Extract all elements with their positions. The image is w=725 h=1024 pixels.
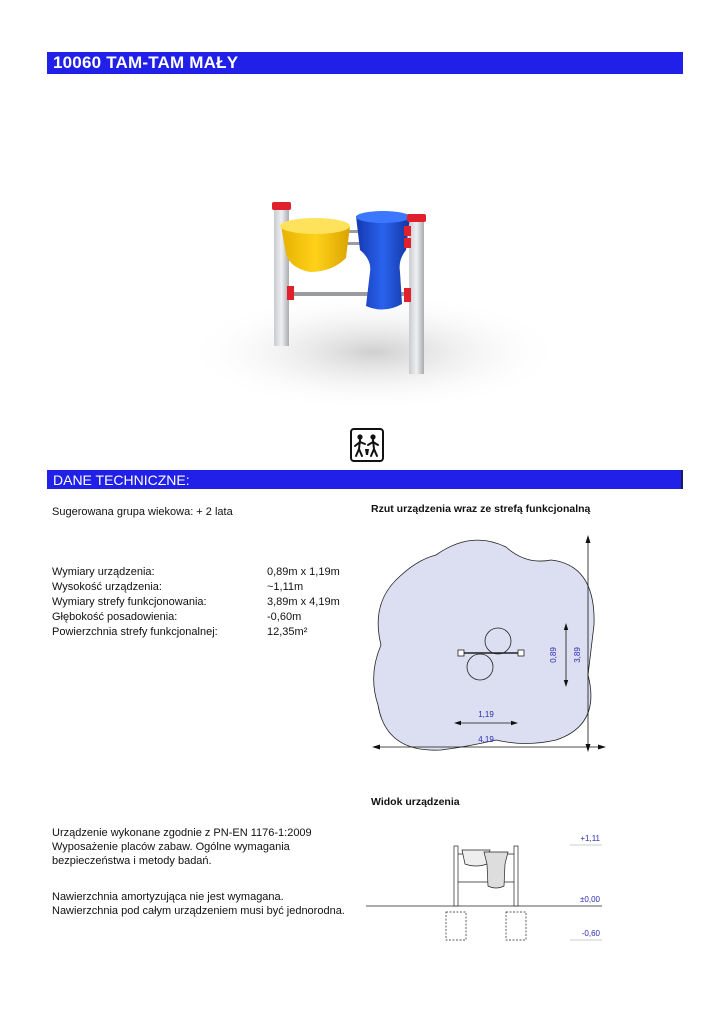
dim-label: 3,89 — [573, 647, 582, 663]
surface-note: Nawierzchnia amortyzująca nie jest wymagana. — [52, 891, 284, 903]
spec-label: Głębokość posadowienia: — [52, 611, 178, 623]
section-bar — [47, 470, 683, 489]
foundation — [506, 912, 526, 940]
spec-value: ~1,11m — [267, 581, 304, 593]
dim-label: 4,19 — [478, 735, 494, 744]
plan-heading: Rzut urządzenia wraz ze strefą funkcjonalną — [371, 503, 591, 515]
section-bar-edge — [681, 470, 683, 489]
plan-drawing — [366, 525, 606, 765]
view-heading: Widok urządzenia — [371, 796, 460, 808]
side-view-drawing — [366, 818, 606, 948]
spec-value: 3,89m x 4,19m — [267, 596, 340, 608]
standard-note: Wyposażenie placów zabaw. Ogólne wymagania — [52, 841, 290, 853]
surface-note: Nawierzchnia pod całym urządzeniem musi być jednorodna. — [52, 905, 345, 917]
title-bar — [47, 52, 683, 74]
ground-shadow — [184, 292, 564, 412]
drum-side — [484, 852, 508, 888]
right-post — [409, 218, 424, 374]
product-render — [134, 130, 602, 426]
section-title: DANE TECHNICZNE: — [53, 472, 190, 488]
spec-label: Wymiary urządzenia: — [52, 566, 155, 578]
level-label: -0,60 — [581, 929, 600, 938]
spec-value: 12,35m² — [267, 626, 308, 638]
age-group: Sugerowana grupa wiekowa: + 2 lata — [52, 506, 233, 518]
dim-label: 0,89 — [549, 647, 558, 663]
spec-value: 0,89m x 1,19m — [267, 566, 340, 578]
spec-label: Powierzchnia strefy funkcjonalnej: — [52, 626, 218, 638]
dim-label: 1,19 — [478, 710, 494, 719]
spec-label: Wymiary strefy funkcjonowania: — [52, 596, 207, 608]
standard-note: bezpieczeństwa i metody badań. — [52, 855, 212, 867]
spec-label: Wysokość urządzenia: — [52, 581, 162, 593]
standard-note: Urządzenie wykonane zgodnie z PN-EN 1176-1:2009 — [52, 827, 312, 839]
children-playing-icon — [350, 428, 384, 462]
level-label: +1,11 — [580, 834, 600, 843]
spec-value: -0,60m — [267, 611, 302, 623]
level-label: ±0,00 — [580, 895, 600, 904]
foundation — [446, 912, 466, 940]
product-title: 10060 TAM-TAM MAŁY — [53, 53, 239, 72]
